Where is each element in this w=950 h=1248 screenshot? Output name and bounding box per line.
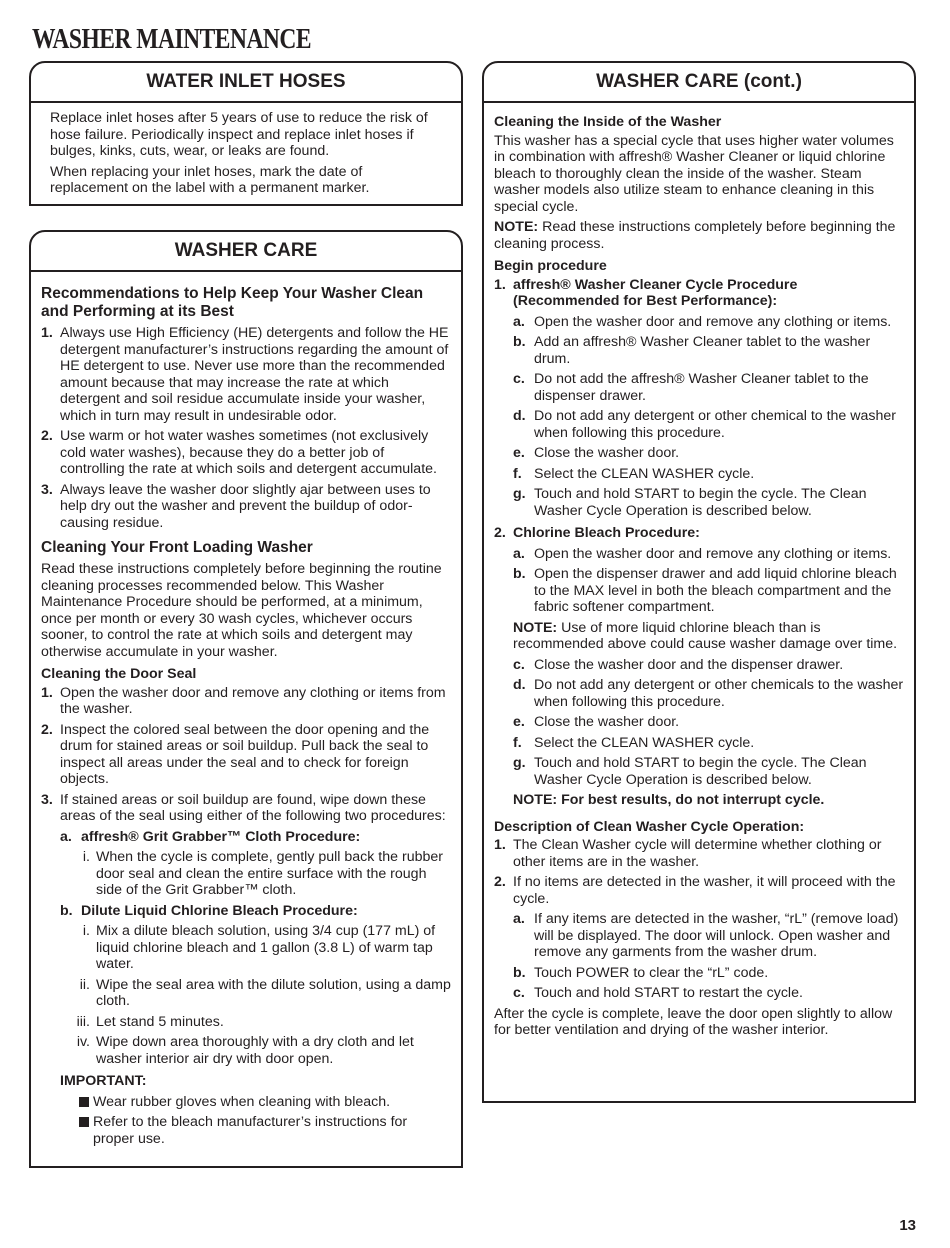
list-item: c. Touch and hold START to restart the cycle. [513, 985, 803, 1001]
list-item: d. Do not add any detergent or other chemical to the washer when following this procedure. [513, 408, 896, 441]
list-item: f. Select the CLEAN WASHER cycle. [513, 734, 755, 751]
list-item: a. Open the washer door and remove any clothing or items. [513, 313, 892, 330]
list-item: b. Dilute Liquid Chlorine Bleach Procedure: [60, 902, 358, 919]
list-item: i. Mix a dilute bleach solution, using 3/4 cup (177 mL) of liquid chlorine bleach and 1 gallon (3.8 L) of warm tap water. [82, 923, 436, 972]
list-item: a. affresh® Grit Grabber™ Cloth Procedure: [60, 828, 361, 845]
subheading: Description of Clean Washer Cycle Operation: [494, 818, 805, 835]
note: NOTE: For best results, do not interrupt cycle. [513, 792, 825, 808]
list-item: a. Open the washer door and remove any clothing or items. [513, 545, 892, 562]
list-item: d. Do not add any detergent or other chemicals to the washer when following this procedure. [513, 677, 904, 710]
subheading: Cleaning the Door Seal [41, 666, 197, 682]
section-heading: WASHER CARE (cont.) [484, 63, 914, 103]
list-item: c. Do not add the affresh® Washer Cleaner tablet to the dispenser drawer. [513, 371, 869, 404]
list-item: c. Close the washer door and the dispenser drawer. [513, 656, 844, 673]
list-item: 1. Open the washer door and remove any clothing or items from the washer. [41, 684, 446, 717]
note: NOTE: Read these instructions completely before beginning the cleaning process. [494, 219, 896, 252]
list-item: iv. Wipe down area thoroughly with a dry cloth and let washer interior air dry with door open. [76, 1034, 414, 1067]
list-item: 2. Use warm or hot water washes sometimes (not exclusively cold water washes), because they do a better job of controlling the rate at which soils and detergent accumulate. [41, 428, 437, 477]
water-inlet-hoses-section [29, 61, 463, 206]
subheading: Cleaning the Inside of the Washer [494, 114, 722, 130]
list-item: f. Select the CLEAN WASHER cycle. [513, 465, 755, 482]
washer-care-cont-section [482, 61, 916, 1103]
list-item: b. Touch POWER to clear the “rL” code. [513, 964, 769, 981]
bullet-item: Refer to the bleach manufacturer’s instructions for proper use. [79, 1114, 451, 1147]
subheading: Recommendations to Help Keep Your Washer Clean and Performing at its Best [41, 285, 424, 320]
paragraph: Replace inlet hoses after 5 years of use to reduce the risk of hose failure. Periodically inspect and replace inlet hoses if bulges, kinks, cuts, wear, or leaks are found. [50, 110, 428, 159]
page-number: 13 [899, 1217, 916, 1234]
list-item: 1. Always use High Efficiency (HE) detergents and follow the HE detergent manufacturer’s instructions regarding the amount of HE detergent to use. Never use more than the recommended amount because that may increase the rate at which detergent and soil residue accumulate inside your washer, which in turn may result in undesirable odor. [41, 325, 449, 424]
subheading: Begin procedure [494, 258, 607, 274]
list-item: 3. Always leave the washer door slightly ajar between uses to help dry out the washer and prevent the buildup of odor-causing residue. [41, 481, 431, 531]
list-item: g. Touch and hold START to begin the cycle. The Clean Washer Cycle Operation is described below. [513, 486, 867, 519]
list-item: iii. Let stand 5 minutes. [76, 1013, 224, 1030]
square-bullet-icon [79, 1117, 89, 1127]
list-item: 2. Chlorine Bleach Procedure: [494, 525, 700, 541]
washer-care-section [29, 230, 463, 1168]
bullet-item: Wear rubber gloves when cleaning with bleach. [79, 1094, 451, 1111]
list-item: b. Add an affresh® Washer Cleaner tablet to the washer drum. [513, 334, 871, 367]
list-item: g. Touch and hold START to begin the cycle. The Clean Washer Cycle Operation is described below. [513, 755, 867, 788]
paragraph: After the cycle is complete, leave the door open slightly to allow for better ventilation and drying of the washer interior. [494, 1005, 893, 1038]
section-heading: WASHER CARE [31, 232, 461, 272]
important-label: IMPORTANT: [60, 1073, 147, 1089]
list-item: 2. If no items are detected in the washer, it will proceed with the cycle. [494, 874, 896, 907]
list-item: e. Close the washer door. [513, 445, 680, 461]
list-item: 3. If stained areas or soil buildup are found, wipe down these areas of the seal using either of the following two procedures: [41, 791, 446, 824]
square-bullet-icon [79, 1097, 89, 1107]
paragraph: When replacing your inlet hoses, mark the date of replacement on the label with a permanent marker. [50, 163, 370, 196]
list-item: i. When the cycle is complete, gently pull back the rubber door seal and clean the entire surface with the rough side of the Grit Grabber™ cloth. [82, 849, 443, 898]
paragraph: Read these instructions completely before beginning the routine cleaning processes recommended below. This Washer Maintenance Procedure should be performed, at a minimum, once per month or every 30 wash cycles, whichever occurs sooner, to control the rate at which soils and detergent may otherwise accumulate in your washer. [41, 561, 442, 660]
paragraph: This washer has a special cycle that uses higher water volumes in combination with affresh® Washer Cleaner or liquid chlorine bleach to thoroughly clean the inside of the washer. Steam washer models also utilize steam to enhance cleaning in this special cycle. [494, 132, 894, 215]
page-title: WASHER MAINTENANCE [32, 24, 312, 55]
list-item: b. Open the dispenser drawer and add liquid chlorine bleach to the MAX level in both the bleach compartment and the fabric softener compartment. [513, 566, 897, 615]
note: NOTE: Use of more liquid chlorine bleach than is recommended above could cause washer damage over time. [513, 619, 898, 652]
list-item: e. Close the washer door. [513, 714, 680, 730]
subheading: Cleaning Your Front Loading Washer [41, 539, 313, 556]
section-heading: WATER INLET HOSES [31, 63, 461, 103]
list-item: ii. Wipe the seal area with the dilute solution, using a damp cloth. [79, 976, 451, 1009]
list-item: a. If any items are detected in the washer, “rL” (remove load) will be displayed. The door will unlock. Open washer and remove any garments from the washer drum. [513, 911, 899, 960]
list-item: 2. Inspect the colored seal between the door opening and the drum for stained areas or soil buildup. Pull back the seal to inspect all areas under the seal and to check for foreign objects. [41, 721, 430, 787]
list-item: 1. affresh® Washer Cleaner Cycle Procedure (Recommended for Best Performance): [494, 276, 798, 309]
list-item: 1. The Clean Washer cycle will determine whether clothing or other items are in the washer. [494, 837, 882, 870]
